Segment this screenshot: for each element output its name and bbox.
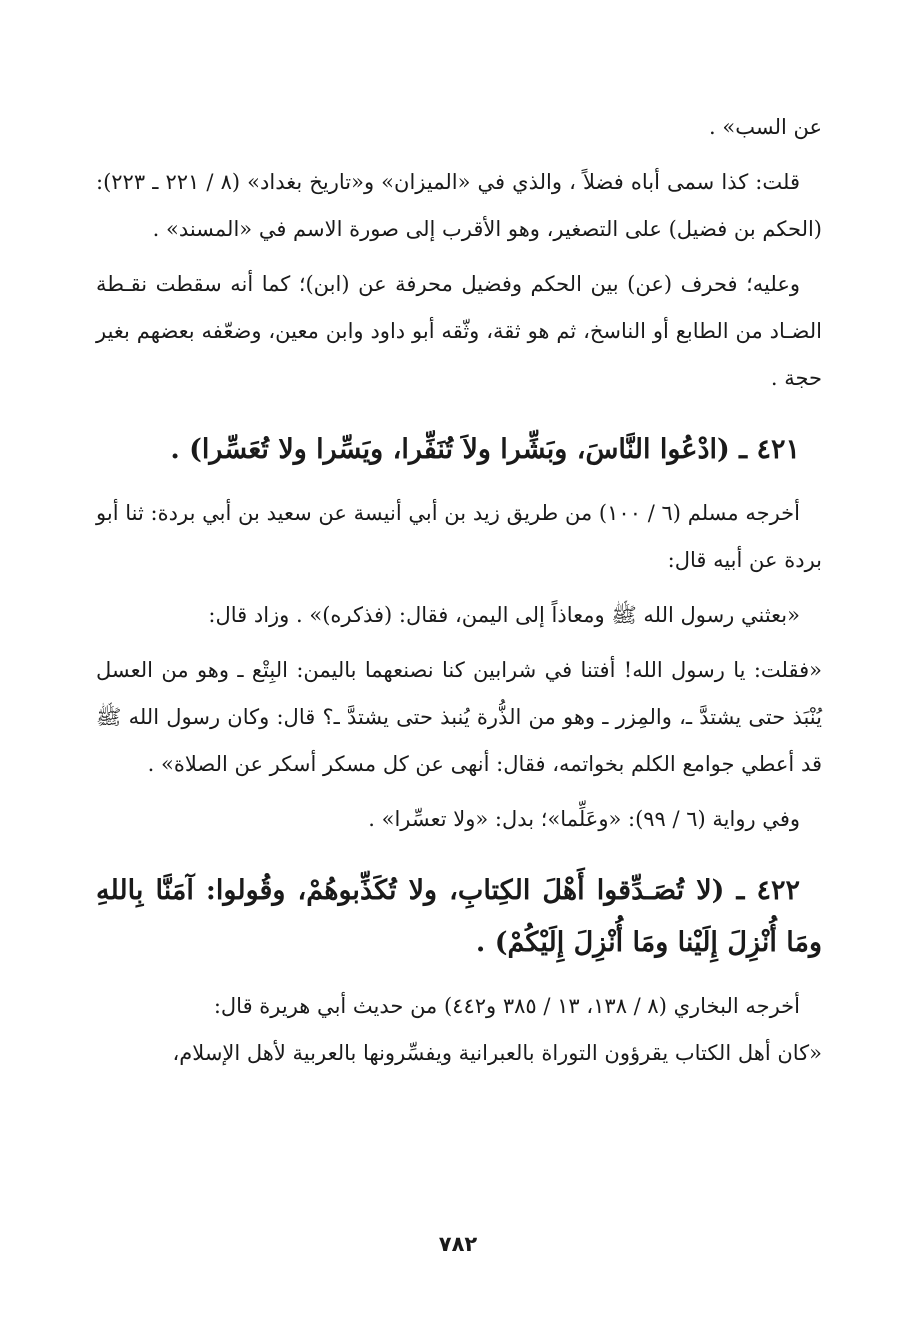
paragraph-quote-422: «كان أهل الكتاب يقرؤون التوراة بالعبرانية ويفسِّرونها بالعربية لأهل الإسلام، <box>172 1041 822 1065</box>
hadith-heading-421: ٤٢١ ـ (ادْعُوا النَّاسَ، وبَشِّرا ولاَ تُنَفِّرا، ويَسِّرا ولا تُعَسِّرا) . <box>170 434 800 465</box>
paragraph-riwaya-421: وفي رواية (٦ / ٩٩): «وعَلِّما»؛ بدل: «ولا تعسِّرا» . <box>368 807 800 831</box>
paragraph-question-421: «فقلت: يا رسول الله! أفتنا في شرابين كنا نصنعهما باليمن: البِتْع ـ وهو من العسل يُنْبَذ حتى يشتدَّ ـ، والمِزر ـ وهو من الذُّرة يُنبذ حتى يشتدَّ ـ؟ قال: وكان رسول الله ﷺ قد أعطي جوامع الكلم بخواتمه، فقال: أنهى عن كل مسكر أسكر عن الصلاة» . <box>96 658 822 776</box>
paragraph-takhrij-422: أخرجه البخاري (٨ / ١٣٨، ١٣ / ٣٨٥ و٤٤٢) من حديث أبي هريرة قال: <box>213 994 800 1018</box>
paragraph-quote-421: «بعثني رسول الله ﷺ ومعاذاً إلى اليمن، فقال: (فذكره)» . وزاد قال: <box>208 603 800 627</box>
paragraph-correction: وعليه؛ فحرف (عن) بين الحكم وفضيل محرفة عن (ابن)؛ كما أنه سقطت نقـطة الضـاد من الطابع أو الناسخ، ثم هو ثقة، وثّقه أبو داود وابن معين، وضعّفه بعضهم بغير حجة . <box>96 272 822 390</box>
page-body <box>96 104 822 1077</box>
hadith-heading-422: ٤٢٢ ـ (لا تُصَـدِّقوا أَهْلَ الكِتابِ، ولا تُكَذِّبوهُمْ، وقُولوا: آمَنَّا بِاللهِ ومَا أُنْزِلَ إِلَيْنا ومَا أُنْزِلَ إِلَيْكُمْ) . <box>96 875 822 958</box>
paragraph-takhrij-421: أخرجه مسلم (٦ / ١٠٠) من طريق زيد بن أبي أنيسة عن سعيد بن أبي بردة: ثنا أبو بردة عن أبيه قال: <box>96 501 822 572</box>
paragraph-note-name: قلت: كذا سمى أباه فضلاً ، والذي في «الميزان» و«تاريخ بغداد» (٨ / ٢٢١ ـ ٢٢٣): (الحكم بن فضيل) على التصغير، وهو الأقرب إلى صورة الاسم في «المسند» . <box>96 170 822 241</box>
paragraph-end-quote: عن السب» . <box>709 115 822 139</box>
page-number: ٧٨٢ <box>438 1232 478 1256</box>
